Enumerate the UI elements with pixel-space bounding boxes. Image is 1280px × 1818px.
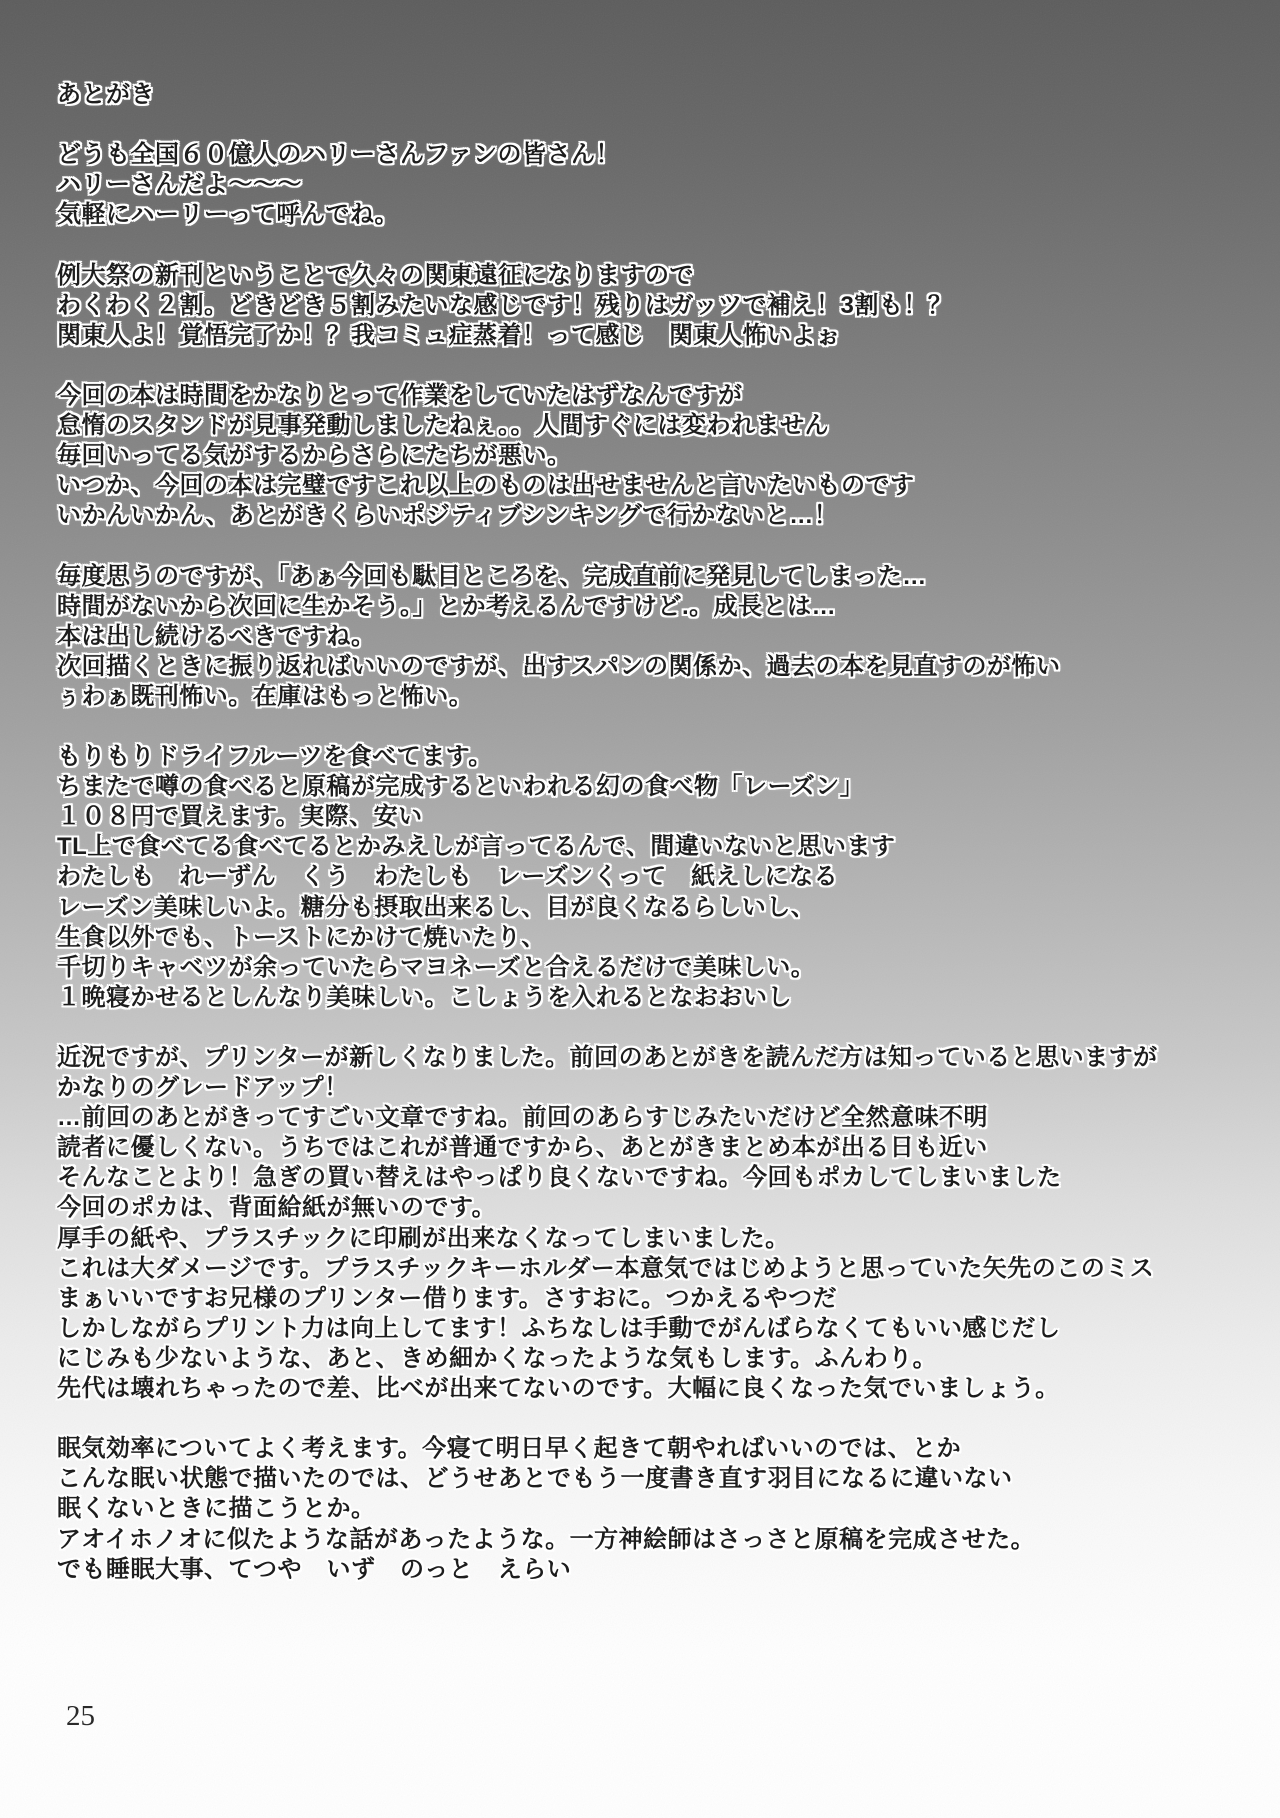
afterword-text bbox=[57, 80, 1267, 1585]
text-line: そんなことより！急ぎの買い替えはやっぱり良くないですね。今回もポカしてしまいました bbox=[57, 1164, 1062, 1192]
text-line bbox=[57, 531, 1267, 561]
text-line: いかんいかん、あとがきくらいポジティブシンキングで行かないと…！ bbox=[57, 502, 839, 530]
text-line: 近況ですが、プリンターが新しくなりました。前回のあとがきを読んだ方は知っていると思いますが bbox=[57, 1044, 1158, 1071]
text-line: レーズン美味しいよ。糖分も摂取出来るし、目が良くなるらしいし、 bbox=[57, 893, 816, 921]
text-line: ちまたで噂の食べると原稿が完成するといわれる幻の食べ物「レーズン」 bbox=[57, 773, 865, 801]
text-line: でも睡眠大事、てつや いず のっと えらい bbox=[57, 1555, 572, 1583]
text-line bbox=[57, 1404, 1267, 1434]
text-line: わたしも れーずん くう わたしも レーズンくって 紙えしになる bbox=[57, 863, 839, 891]
text-line: かなりのグレードアップ！ bbox=[57, 1074, 349, 1102]
text-line bbox=[57, 230, 1267, 260]
text-line: 厚手の紙や、プラスチックに印刷が出来なくなってしまいました。 bbox=[57, 1224, 790, 1252]
text-line: 千切りキャベツが余っていたらマヨネーズと合えるだけで美味しい。 bbox=[57, 953, 816, 981]
text-line bbox=[57, 351, 1267, 381]
text-line: １０８円で買えます。実際、安い bbox=[57, 803, 423, 831]
text-line: 気軽にハーリーって呼んでね。 bbox=[57, 201, 400, 229]
text-line: 毎回いってる気がするからさらにたちが悪い。 bbox=[57, 442, 572, 470]
text-line: 生食以外でも、トーストにかけて焼いたり、 bbox=[57, 923, 546, 951]
text-line: TL上で食べてる食べてるとかみえしが言ってるんで、間違いないと思います bbox=[57, 833, 896, 861]
text-line: 先代は壊れちゃったので差、比べが出来てないのです。大幅に良くなった気でいましょう。 bbox=[57, 1375, 1060, 1403]
text-line: 今回の本は時間をかなりとって作業をしていたはずなんですが bbox=[57, 381, 743, 409]
text-line: わくわく２割。どきどき５割みたいな感じです！残りはガッツで補え！3割も！？ bbox=[57, 291, 953, 319]
text-line: 例大祭の新刊ということで久々の関東遠征になりますので bbox=[57, 261, 694, 289]
text-line: これは大ダメージです。プラスチックキーホルダー本意気ではじめようと思っていた矢先のこのミス bbox=[57, 1254, 1155, 1282]
text-line: 今回のポカは、背面給紙が無いのです。 bbox=[57, 1194, 497, 1222]
text-line: どうも全国６０億人のハリーさんファンの皆さん！ bbox=[57, 141, 621, 169]
text-line: にじみも少ないような、あと、きめ細かくなったような気もします。ふんわり。 bbox=[57, 1344, 938, 1372]
text-line: 怠惰のスタンドが見事発動しましたねぇ。。人間すぐには変われません bbox=[57, 412, 829, 440]
text-line: 次回描くときに振り返ればいいのですが、出すスパンの関係か、過去の本を見直すのが怖い bbox=[57, 652, 1061, 680]
text-line bbox=[57, 712, 1267, 742]
text-line: 関東人よ！覚悟完了か！？我コミュ症蒸着！って感じ 関東人怖いよぉ bbox=[57, 321, 841, 349]
text-line: １晩寝かせるとしんなり美味しい。こしょうを入れるとなおおいし bbox=[57, 983, 792, 1011]
page-title: あとがき bbox=[57, 81, 155, 108]
text-line: …前回のあとがきってすごい文章ですね。前回のあらすじみたいだけど全然意味不明 bbox=[57, 1104, 988, 1132]
text-line: アオイホノオに似たような話があったような。一方神絵師はさっさと原稿を完成させた。 bbox=[57, 1525, 1036, 1553]
text-line: いつか、今回の本は完璧ですこれ以上のものは出せませんと言いたいものです bbox=[57, 472, 915, 500]
text-line: しかしながらプリント力は向上してます！ふちなしは手動でがんばらなくてもいい感じだし bbox=[57, 1314, 1061, 1342]
text-line: 眠くないときに描こうとか。 bbox=[57, 1495, 376, 1523]
page-number: 25 bbox=[66, 1700, 95, 1732]
text-line: もりもりドライフルーツを食べてます。 bbox=[57, 743, 493, 771]
text-line: 眠気効率についてよく考えます。今寝て明日早く起きて朝やればいいのでは、とか bbox=[57, 1435, 962, 1463]
text-line: 時間がないから次回に生かそう。」とか考えるんですけど.。成長とは… bbox=[57, 592, 837, 620]
text-line: 読者に優しくない。うちではこれが普通ですから、あとがきまとめ本が出る日も近い bbox=[57, 1134, 988, 1162]
text-line: 本は出し続けるべきですね。 bbox=[57, 622, 376, 650]
text-line: ハリーさんだよ～～～ bbox=[57, 171, 302, 199]
text-line: こんな眠い状態で描いたのでは、どうせあとでもう一度書き直す羽目になるに違いない bbox=[57, 1465, 1013, 1493]
text-line bbox=[57, 110, 1267, 140]
text-line: 毎度思うのですが、「あぁ今回も駄目ところを、完成直前に発見してしまった… bbox=[57, 562, 927, 590]
text-line: ぅわぁ既刊怖い。在庫はもっと怖い。 bbox=[57, 682, 474, 710]
text-line: まぁいいですお兄様のプリンター借ります。さすおに。つかえるやつだ bbox=[57, 1284, 838, 1312]
text-line bbox=[57, 1013, 1267, 1043]
